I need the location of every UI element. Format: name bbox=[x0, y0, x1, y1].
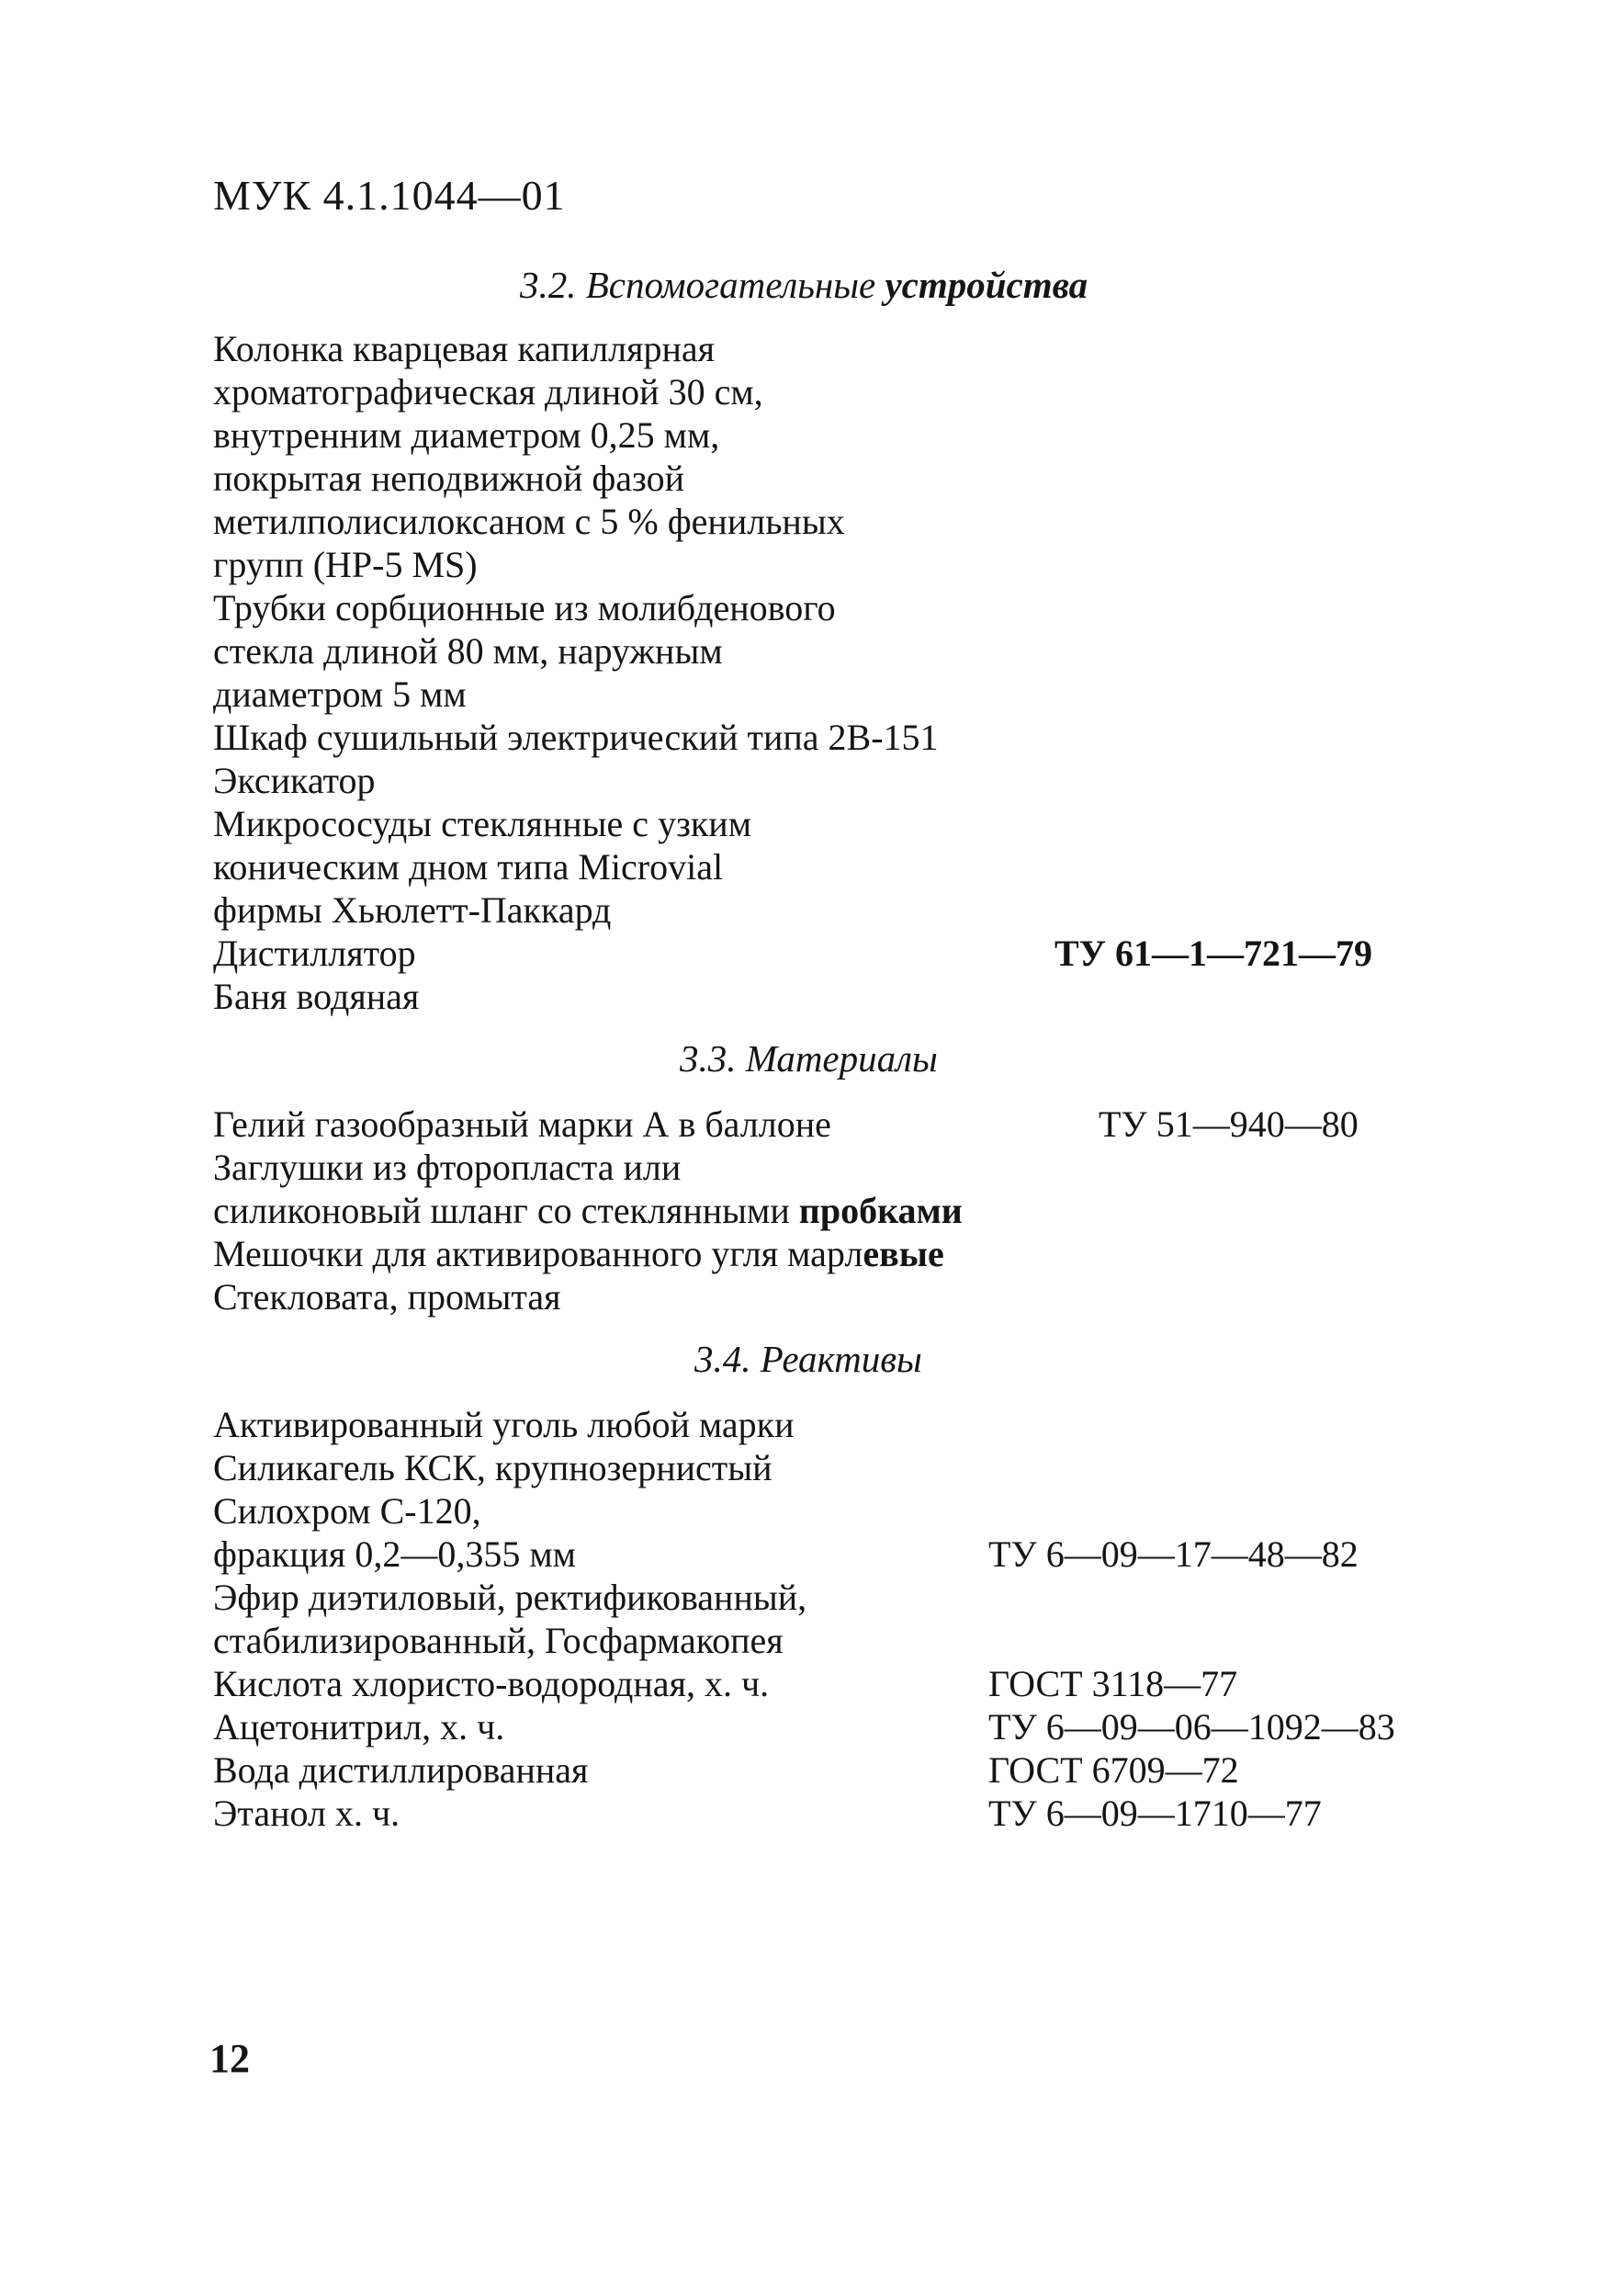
list-item bbox=[213, 1792, 1435, 1836]
item-text: фракция 0,2—0,355 мм bbox=[213, 1533, 576, 1575]
item-text: групп (HP-5 MS) bbox=[213, 544, 478, 585]
item-text: Микрососуды стеклянные с узким bbox=[213, 803, 752, 844]
item-text: Эксикатор bbox=[213, 760, 376, 801]
item-text: Силикагель КСК, крупнозернистый bbox=[213, 1447, 773, 1488]
section-title-3-3: 3.3. Материалы bbox=[680, 1037, 938, 1080]
list-item bbox=[213, 1446, 1435, 1490]
list-item bbox=[213, 1489, 1435, 1533]
item-text-part: Мешочки для активированного угля марл bbox=[213, 1233, 863, 1274]
item-text: Эфир диэтиловый, ректификованный, bbox=[213, 1577, 807, 1618]
item-text: Силохром С-120, bbox=[213, 1490, 481, 1532]
list-item bbox=[213, 888, 1435, 933]
item-text: внутренним диаметром 0,25 мм, bbox=[213, 414, 720, 456]
item-text-part-bold: пробками bbox=[798, 1190, 963, 1231]
item-text: хроматографическая длиной 30 см, bbox=[213, 371, 763, 413]
list-item bbox=[213, 802, 1435, 846]
item-text: Гелий газообразный марки А в баллоне bbox=[213, 1103, 831, 1145]
item-spec: ГОСТ 3118—77 bbox=[988, 1663, 1238, 1704]
item-text: Колонка кварцевая капиллярная bbox=[213, 328, 716, 369]
section-title-word-a: Вспомогательные bbox=[585, 264, 876, 306]
section-title-3-2 bbox=[520, 263, 1088, 307]
item-spec: ТУ 6—09—1710—77 bbox=[988, 1793, 1322, 1834]
item-text: Кислота хлористо-водородная, х. ч. bbox=[213, 1663, 770, 1704]
item-text: Баня водяная bbox=[213, 976, 420, 1017]
list-item bbox=[213, 1705, 1435, 1749]
item-spec: ТУ 61—1—721—79 bbox=[1054, 933, 1373, 974]
item-spec: ГОСТ 6709—72 bbox=[988, 1749, 1239, 1791]
item-text: Дистиллятор bbox=[213, 933, 416, 974]
list-item bbox=[213, 1533, 1435, 1577]
item-text: метилполисилоксаном с 5 % фенильных bbox=[213, 501, 845, 542]
page-number: 12 bbox=[209, 2036, 250, 2081]
list-item bbox=[213, 413, 1435, 458]
list-item bbox=[213, 370, 1435, 414]
list-item bbox=[213, 586, 1435, 630]
item-text: стабилизированный, Госфармакопея bbox=[213, 1620, 784, 1661]
list-item bbox=[213, 500, 1435, 544]
item-text: коническим дном типа Microvial bbox=[213, 846, 724, 888]
list-item bbox=[213, 1189, 1435, 1233]
list-item bbox=[213, 629, 1435, 673]
list-item bbox=[213, 1232, 1435, 1276]
item-text-part-bold: евые bbox=[863, 1233, 944, 1274]
item-text: Вода дистиллированная bbox=[213, 1749, 589, 1791]
list-item bbox=[213, 759, 1435, 803]
item-text: диаметром 5 мм bbox=[213, 673, 467, 715]
item-spec: ТУ 6—09—17—48—82 bbox=[988, 1533, 1359, 1575]
list-item bbox=[213, 1619, 1435, 1663]
list-item bbox=[213, 1146, 1435, 1190]
item-text: Этанол х. ч. bbox=[213, 1793, 400, 1834]
list-item bbox=[213, 1103, 1435, 1147]
item-text: стекла длиной 80 мм, наружным bbox=[213, 630, 723, 672]
list-item bbox=[213, 327, 1435, 371]
item-text: Трубки сорбционные из молибденового bbox=[213, 587, 836, 628]
list-item bbox=[213, 1662, 1435, 1706]
section-title-number: 3.2. bbox=[520, 264, 577, 306]
list-item bbox=[213, 1275, 1435, 1319]
item-text: Заглушки из фторопласта или bbox=[213, 1147, 682, 1188]
list-item bbox=[213, 543, 1435, 587]
item-text: Ацетонитрил, х. ч. bbox=[213, 1706, 505, 1748]
item-text: Стекловата, промытая bbox=[213, 1276, 561, 1318]
list-item bbox=[213, 975, 1435, 1019]
item-text: Шкаф сушильный электрический типа 2В-151 bbox=[213, 717, 939, 758]
item-text-part: силиконовый шланг со стеклянными bbox=[213, 1190, 799, 1231]
item-text: фирмы Хьюлетт-Паккард bbox=[213, 889, 612, 931]
item-text bbox=[213, 1189, 963, 1233]
list-item bbox=[213, 845, 1435, 889]
item-text: покрытая неподвижной фазой bbox=[213, 458, 684, 499]
page-header: МУК 4.1.1044—01 bbox=[213, 172, 566, 219]
section-title-word-b: устройства bbox=[885, 264, 1088, 306]
list-item bbox=[213, 932, 1435, 976]
item-spec: ТУ 51—940—80 bbox=[1099, 1103, 1359, 1145]
list-item bbox=[213, 1576, 1435, 1620]
list-item bbox=[213, 1403, 1435, 1447]
list-item bbox=[213, 457, 1435, 501]
list-item bbox=[213, 673, 1435, 717]
item-text bbox=[213, 1232, 944, 1276]
item-spec: ТУ 6—09—06—1092—83 bbox=[988, 1706, 1395, 1748]
item-text: Активированный уголь любой марки bbox=[213, 1404, 795, 1445]
section-title-3-4: 3.4. Реактивы bbox=[694, 1338, 922, 1380]
list-item bbox=[213, 716, 1435, 760]
list-item bbox=[213, 1748, 1435, 1793]
